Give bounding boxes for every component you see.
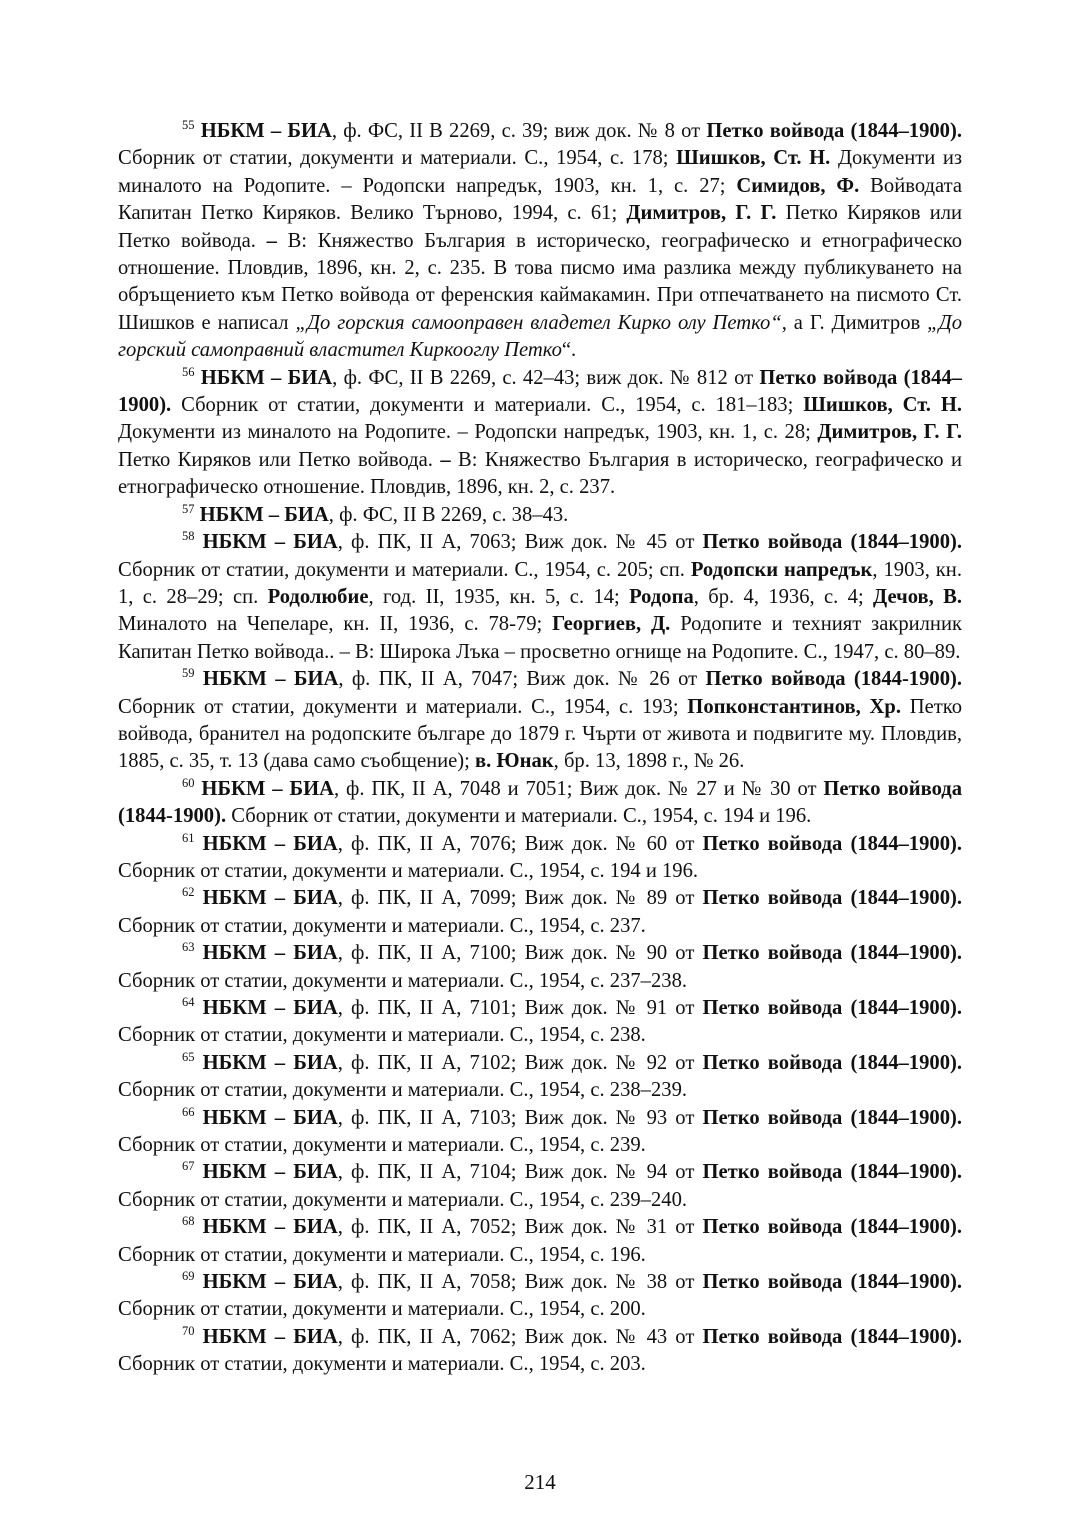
footnote-text: , ф. ПК, II А, 7052; Виж док. № 31 от — [337, 1216, 703, 1239]
bold-reference: Родопски напредък — [690, 558, 873, 581]
footnote-text: Сборник от статии, документи и материали. С., 1954, с. 205; сп. — [118, 558, 691, 581]
footnote-number: 57 — [182, 501, 195, 516]
footnote-text: , ф. ПК, II А, 7062; Виж док. № 43 от — [337, 1325, 703, 1348]
bold-reference: Попконстантинов, Хр. — [687, 695, 902, 718]
bold-reference: Шишков, Ст. Н. — [803, 394, 962, 417]
footnote-number: 66 — [182, 1104, 195, 1119]
footnote-text: , 1903, кн. 1, с. 28–29; сп. — [118, 558, 962, 608]
footnote-text: Сборник от статии, документи и материали. С., 1954, с. 194 и 196. — [118, 859, 699, 882]
bold-reference: НБКМ – БИА — [200, 120, 332, 142]
footnote-number: 64 — [182, 995, 195, 1009]
footnote-text: Войводата Капитан Петко Киряков. Велико Търново, 1994, с. 61; — [118, 174, 963, 225]
bold-reference: Петко войвода (1844–1900). — [118, 366, 962, 417]
footnote-number: 62 — [182, 885, 195, 900]
bold-reference: НБКМ – БИА — [202, 531, 338, 554]
bold-reference: Петко войвода (1844–1900). — [702, 887, 963, 910]
footnote-text: Сборник от статии, документи и материали. С., 1954, с. 239. — [118, 1134, 646, 1157]
footnote — [118, 502, 962, 529]
bold-reference: Петко войвода (1844–1900). — [702, 531, 963, 554]
bold-reference: НБКМ – БИА — [202, 942, 338, 965]
footnote — [118, 1159, 962, 1214]
footnote-number: 69 — [182, 1269, 195, 1284]
footnote — [118, 118, 962, 365]
bold-reference: в. Юнак — [475, 750, 554, 773]
footnote-text: Сборник от статии, документи и материали. С., 1954, с. 203. — [118, 1353, 646, 1376]
bold-reference: Петко войвода (1844–1900). — [702, 1216, 963, 1239]
footnote-text: Сборник от статии, документи и материали. С., 1954, с. 238. — [118, 1024, 646, 1047]
footnote — [118, 940, 962, 995]
footnote-text: , ф. ПК, II А, 7058; Виж док. № 38 от — [337, 1271, 703, 1294]
bold-reference: Димитров, Г. Г. — [817, 421, 963, 444]
footnote-text: Сборник от статии, документи и материали. С., 1954, с. 178; — [118, 147, 677, 170]
footnote — [118, 1269, 962, 1324]
footnote-text: Сборник от статии, документи и материали. С., 1954, с. 238–239. — [118, 1079, 688, 1102]
footnote-text: “. — [561, 339, 577, 362]
bold-reference: Петко войвода (1844-1900). — [118, 777, 962, 828]
footnote-number: 65 — [182, 1049, 195, 1064]
italic-quote: „До горский самоправний властител Киркооглу Петко — [118, 311, 963, 362]
bold-reference: НБКМ – БИА — [202, 668, 339, 691]
bold-reference: Петко войвода (1844–1900). — [702, 1325, 963, 1348]
footnote-text: Сборник от статии, документи и материали. С., 1954, с. 200. — [118, 1298, 646, 1321]
footnote-number: 61 — [182, 830, 195, 845]
footnote-text: В: Княжество България в историческо, географическо и етнографическо отношение. Пловдив, 1896, кн. 2, с. 237. — [118, 448, 962, 499]
footnote-text: , ф. ПК, II А, 7101; Виж док. № 91 от — [337, 997, 703, 1019]
footnote-text: , а Г. Димитров — [781, 311, 928, 334]
footnote-text: Сборник от статии, документи и материали. С., 1954, с. 181–183; — [171, 394, 804, 417]
footnote-text: Петко войвода, бранител на родопските българе до 1879 г. Чърти от живота и подвигите му. Пловдив, 1885, с. 35, т. 13 (дава само съобщение); — [118, 695, 963, 773]
footnote-text: Миналото на Чепеларе, кн. II, 1936, с. 78-79; — [118, 613, 553, 636]
footnote-text: , ф. ПК, II А, 7063; Виж док. № 45 от — [337, 531, 703, 554]
bold-reference: Петко войвода (1844–1900). — [702, 942, 963, 965]
bold-reference: Петко войвода (1844–1900). — [702, 832, 963, 855]
bold-reference: НБКМ – БИА — [202, 1325, 338, 1348]
footnote-number: 55 — [182, 118, 195, 132]
footnote — [118, 1105, 962, 1160]
bold-reference: Георгиев, Д. — [552, 613, 671, 636]
footnote-text: , бр. 4, 1936, с. 4; — [693, 585, 874, 608]
footnote-text: Родопите и техният закрилник Капитан Петко войвода.. – В: Широка Лъка – просветно огнище на Родопите. С., 1947, с. 80–89. — [118, 613, 962, 663]
footnote — [118, 365, 962, 502]
footnote-text: , ф. ПК, II А, 7076; Виж док. № 60 от — [337, 832, 703, 855]
bold-reference: Петко войвода (1844–1900). — [702, 1271, 963, 1294]
footnote-number: 58 — [182, 529, 195, 544]
bold-reference: Петко войвода (1844–1900). — [702, 1161, 963, 1184]
footnote-text: , год. II, 1935, кн. 5, с. 14; — [368, 585, 630, 608]
footnote-text: , ф. ФС, II В 2269, с. 39; виж док. № 8 от — [331, 120, 707, 142]
footnote — [118, 885, 962, 940]
footnote — [118, 995, 962, 1050]
footnote-text: , ф. ПК, II А, 7048 и 7051; Виж док. № 27 и № 30 от — [333, 777, 824, 800]
footnote — [118, 1050, 962, 1105]
bold-reference: – — [266, 229, 277, 252]
footnote-text: , ф. ПК, II А, 7099; Виж док. № 89 от — [337, 887, 703, 910]
italic-quote: „До горския самооправен владетел Кирко олу Петко“ — [295, 311, 782, 334]
footnote-text: , ф. ФС, II В 2269, с. 42–43; виж док. № 812 от — [332, 366, 760, 389]
bold-reference: Димитров, Г. Г. — [626, 202, 777, 225]
bold-reference: Родолюбие — [267, 585, 369, 608]
footnote — [118, 831, 962, 886]
footnote-text: , ф. ПК, II А, 7100; Виж док. № 90 от — [337, 942, 703, 965]
footnote-text: Сборник от статии, документи и материали. С., 1954, с. 237. — [118, 914, 646, 937]
page-number: 214 — [524, 1470, 556, 1494]
footnote-number: 60 — [182, 775, 195, 790]
bold-reference: Родопа — [629, 585, 694, 608]
bold-reference: НБКМ – БИА — [202, 1216, 338, 1239]
footnote-text: Сборник от статии, документи и материали. С., 1954, с. 196. — [118, 1243, 646, 1266]
bold-reference: НБКМ – БИА — [202, 1051, 338, 1074]
bold-reference: Шишков, Ст. Н. — [676, 147, 831, 170]
bold-reference: Петко войвода (1844–1900). — [706, 120, 962, 142]
footnote-number: 63 — [182, 940, 195, 955]
bold-reference: Петко войвода (1844–1900). — [702, 997, 963, 1019]
bold-reference: НБКМ – БИА — [202, 832, 338, 855]
footnote — [118, 1214, 962, 1269]
bold-reference: Петко войвода (1844-1900). — [705, 668, 963, 691]
footnote-text: В: Княжество България в историческо, географическо и етнографическо отношение. Пловдив, 1896, кн. 2, с. 235. В това писмо има разлика между публикуването на обръщението към Петко войвода от ференския каймакамин. При отпечатването на писмото Ст. Шишков е написал — [118, 229, 962, 334]
bold-reference: НБКМ – БИА — [199, 503, 329, 526]
bold-reference: НБКМ – БИА — [202, 997, 338, 1019]
bold-reference: НБКМ – БИА — [202, 1271, 338, 1294]
footnote-text: , ф. ПК, II А, 7047; Виж док. № 26 от — [338, 668, 706, 691]
bold-reference: НБКМ – БИА — [200, 366, 333, 389]
footnote-text: Сборник от статии, документи и материали. С., 1954, с. 237–238. — [118, 969, 688, 992]
footnote — [118, 1324, 962, 1379]
footnote-text: Документи из миналото на Родопите. – Родопски напредък, 1903, кн. 1, с. 28; — [118, 421, 818, 444]
bold-reference: Петко войвода (1844–1900). — [702, 1051, 963, 1074]
footnote-text: , бр. 13, 1898 г., № 26. — [553, 750, 745, 773]
footnote-text: , ф. ФС, II В 2269, с. 38–43. — [328, 503, 569, 526]
footnote — [118, 666, 962, 776]
footnote-text: Петко Киряков или Петко войвода. — [118, 202, 963, 252]
footnote-number: 70 — [182, 1323, 195, 1338]
bold-reference: – — [440, 448, 451, 471]
bold-reference: НБКМ – БИА — [202, 887, 338, 910]
footnote-text: Сборник от статии, документи и материали. С., 1954, с. 194 и 196. — [226, 805, 812, 828]
bold-reference: НБКМ – БИА — [201, 777, 334, 800]
bold-reference: Дечов, В. — [873, 585, 962, 608]
footnote — [118, 529, 962, 666]
footnote-text: Документи из миналото на Родопите. – Родопски напредък, 1903, кн. 1, с. 27; — [118, 147, 963, 197]
footnote-text: Сборник от статии, документи и материали. С., 1954, с. 239–240. — [118, 1188, 688, 1211]
footnote-text: , ф. ПК, II А, 7102; Виж док. № 92 от — [337, 1051, 703, 1074]
footnote — [118, 776, 962, 831]
bold-reference: Симидов, Ф. — [736, 174, 860, 197]
bold-reference: Петко войвода (1844–1900). — [702, 1106, 963, 1129]
footnotes-section — [118, 118, 962, 1379]
footnote-text: , ф. ПК, II А, 7104; Виж док. № 94 от — [337, 1161, 703, 1184]
footnote-number: 59 — [182, 666, 195, 681]
footnote-text: Сборник от статии, документи и материали. С., 1954, с. 193; — [118, 695, 688, 718]
footnote-number: 56 — [182, 364, 195, 379]
footnote-text: Петко Киряков или Петко войвода. — [118, 448, 441, 471]
footnote-number: 67 — [182, 1159, 195, 1174]
footnote-text: , ф. ПК, II А, 7103; Виж док. № 93 от — [337, 1106, 703, 1129]
bold-reference: НБКМ – БИА — [202, 1161, 338, 1184]
bold-reference: НБКМ – БИА — [202, 1106, 338, 1129]
footnote-number: 68 — [182, 1214, 195, 1229]
